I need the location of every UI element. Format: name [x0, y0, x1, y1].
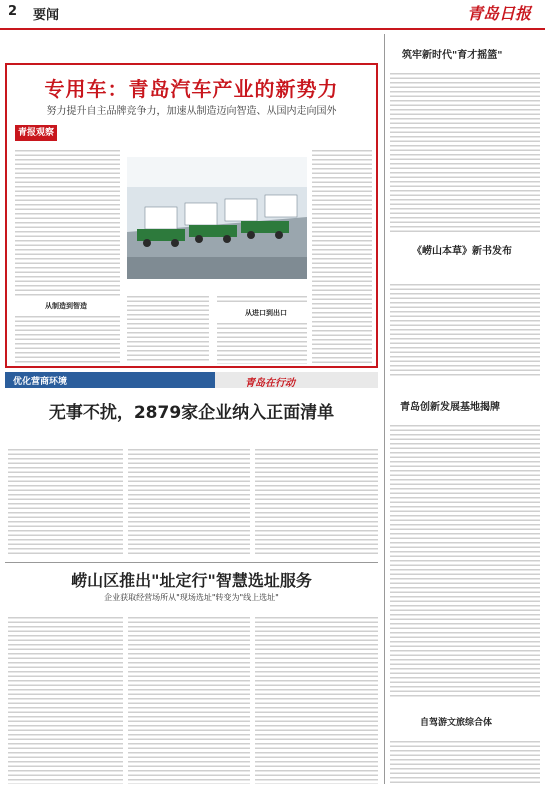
right-story1-text [390, 70, 540, 235]
right-story2-text [390, 281, 540, 376]
factory-photo [127, 157, 307, 279]
right-story2-title1: 《崂山本草》新书发布 [412, 246, 512, 257]
lead-text-col1 [15, 147, 120, 297]
factory-photo-graphic [127, 157, 307, 279]
lead-subtitle: 努力提升自主品牌竞争力，加速从制造迈向智造、从国内走向国外 [46, 106, 337, 117]
lead-story [5, 63, 378, 368]
right-story4-text [390, 738, 540, 786]
band-right [215, 372, 378, 388]
story-laoshan-subtitle: 企业获取经营场所从"现场选址"转变为"线上选址" [104, 593, 279, 602]
band-left [5, 372, 215, 388]
band-right-label: 青岛在行动 [245, 378, 295, 389]
story-2879-col2 [128, 446, 250, 556]
lead-title: 专用车：青岛汽车产业的新势力 [44, 77, 339, 101]
page-number: 2 [8, 4, 18, 19]
band-left-label: 优化营商环境 [13, 377, 68, 387]
lead-text-col3a [217, 293, 307, 305]
section-badge: 青报观察 [15, 125, 57, 141]
page-header [0, 0, 545, 30]
right-story1-title2: 筑牢新时代"育才摇篮" [402, 50, 503, 61]
column-divider [384, 34, 385, 784]
right-story3-title2: 青岛创新发展基地揭牌 [400, 402, 500, 413]
story-2879-title: 无事不扰，2879家企业纳入正面清单 [48, 403, 335, 423]
story-laoshan-col2 [128, 614, 250, 784]
page-section: 要闻 [33, 8, 60, 23]
section-band [5, 372, 378, 388]
newspaper-logo: 青岛日报 [467, 4, 532, 23]
story-2879-col1 [8, 446, 123, 556]
horizontal-divider [5, 562, 378, 563]
story-laoshan-col3 [255, 614, 378, 784]
right-story4-title2: 自驾游文旅综合体 [420, 718, 493, 728]
lead-text-col4 [312, 147, 372, 365]
story-2879-col3 [255, 446, 378, 556]
story-laoshan-title: 崂山区推出"址定行"智慧选址服务 [71, 571, 312, 590]
lead-text-col1b [15, 313, 120, 365]
subhead-import-export: 从进口到出口 [245, 309, 287, 317]
lead-text-col3b [217, 320, 307, 364]
story-laoshan-col1 [8, 614, 123, 784]
lead-text-col2 [127, 293, 209, 363]
right-story3-text [390, 422, 540, 697]
subhead-manufacturing: 从制造到智造 [45, 302, 87, 310]
